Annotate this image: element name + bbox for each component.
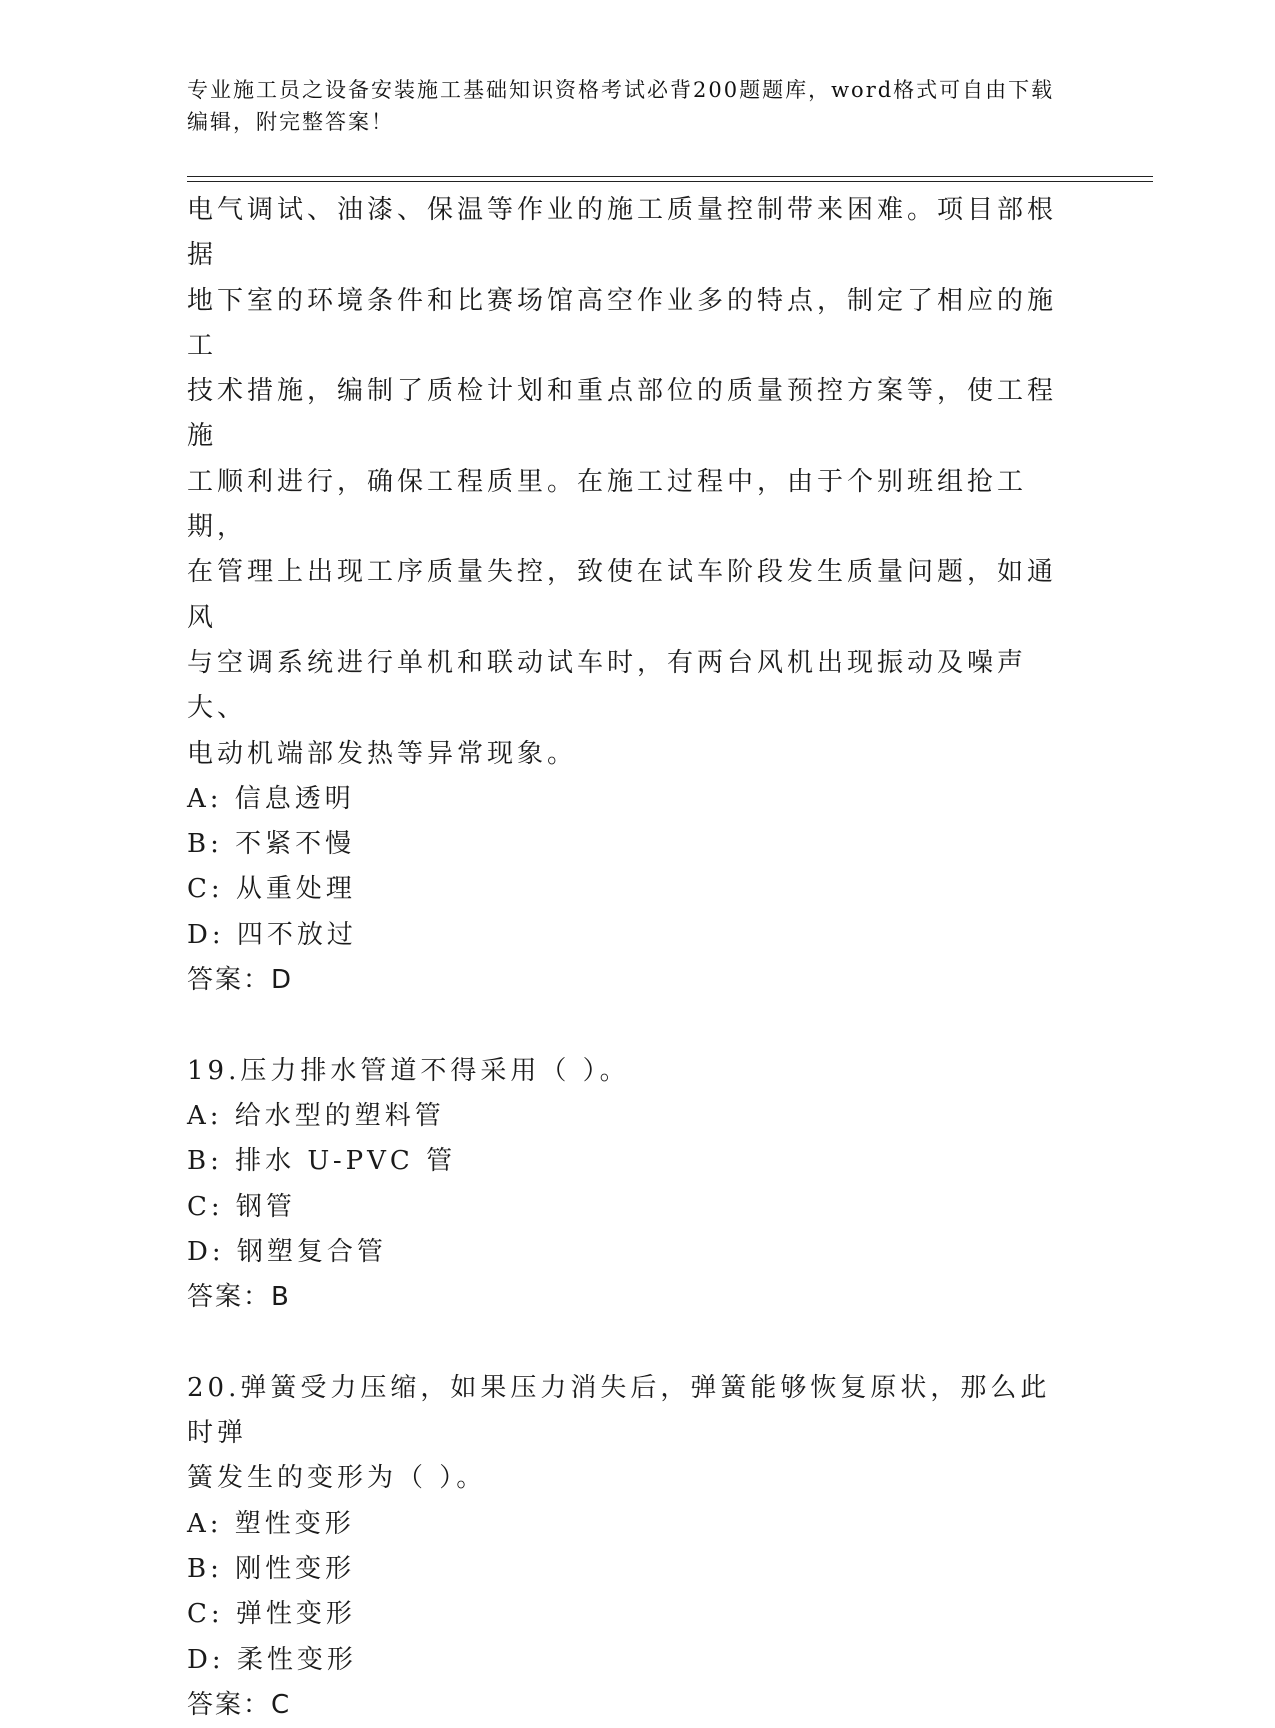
question-text-line: 在管理上出现工序质量失控，致使在试车阶段发生质量问题，如通风	[187, 557, 1058, 633]
option-a: A: 塑性变形	[187, 1508, 355, 1539]
question-text-line: 技术措施，编制了质检计划和重点部位的质量预控方案等，使工程施	[187, 376, 1058, 452]
question-text-line: 工顺利进行，确保工程质里。在施工过程中，由于个别班组抢工期，	[187, 466, 1028, 543]
option-b: B: 刚性变形	[187, 1553, 356, 1584]
question-text-line: 与空调系统进行单机和联动试车时，有两台风机出现振动及噪声大、	[187, 647, 1028, 724]
option-b: B: 排水 U-PVC 管	[187, 1146, 457, 1177]
spacer	[187, 1003, 1067, 1048]
question-block-prev	[187, 188, 1067, 1003]
question-text-line: 电动机端部发热等异常现象。	[187, 738, 578, 769]
option-c: C: 钢管	[187, 1191, 296, 1222]
option-b: B: 不紧不慢	[187, 829, 356, 860]
document-body	[187, 188, 1067, 1728]
header-rule	[187, 176, 1153, 177]
question-text-line: 电气调试、油漆、保温等作业的施工质量控制带来困难。项目部根据	[187, 195, 1058, 271]
answer-line: 答案：D	[187, 965, 294, 996]
spacer	[187, 1320, 1067, 1365]
option-c: C: 弹性变形	[187, 1599, 356, 1630]
question-text-line: 地下室的环境条件和比赛场馆高空作业多的特点，制定了相应的施工	[187, 285, 1058, 361]
header-rule-double	[187, 181, 1153, 182]
question-title: 19.压力排水管道不得采用（ ）。	[187, 1055, 630, 1086]
option-a: A: 信息透明	[187, 783, 355, 814]
page-header: 专业施工员之设备安装施工基础知识资格考试必背200题题库，word格式可自由下载编辑，附完整答案！	[187, 78, 1055, 134]
answer-line: 答案：B	[187, 1282, 291, 1313]
option-a: A: 给水型的塑料管	[187, 1100, 445, 1131]
question-title: 20.弹簧受力压缩，如果压力消失后，弹簧能够恢复原状，那么此时弹	[187, 1372, 1051, 1449]
option-d: D: 四不放过	[187, 919, 357, 950]
option-d: D: 钢塑复合管	[187, 1236, 387, 1267]
answer-line: 答案：C	[187, 1689, 292, 1720]
question-block-20	[187, 1366, 1067, 1728]
question-title-continued: 簧发生的变形为（ ）。	[187, 1463, 487, 1494]
question-block-19	[187, 1049, 1067, 1321]
option-d: D: 柔性变形	[187, 1644, 357, 1675]
option-c: C: 从重处理	[187, 874, 356, 905]
